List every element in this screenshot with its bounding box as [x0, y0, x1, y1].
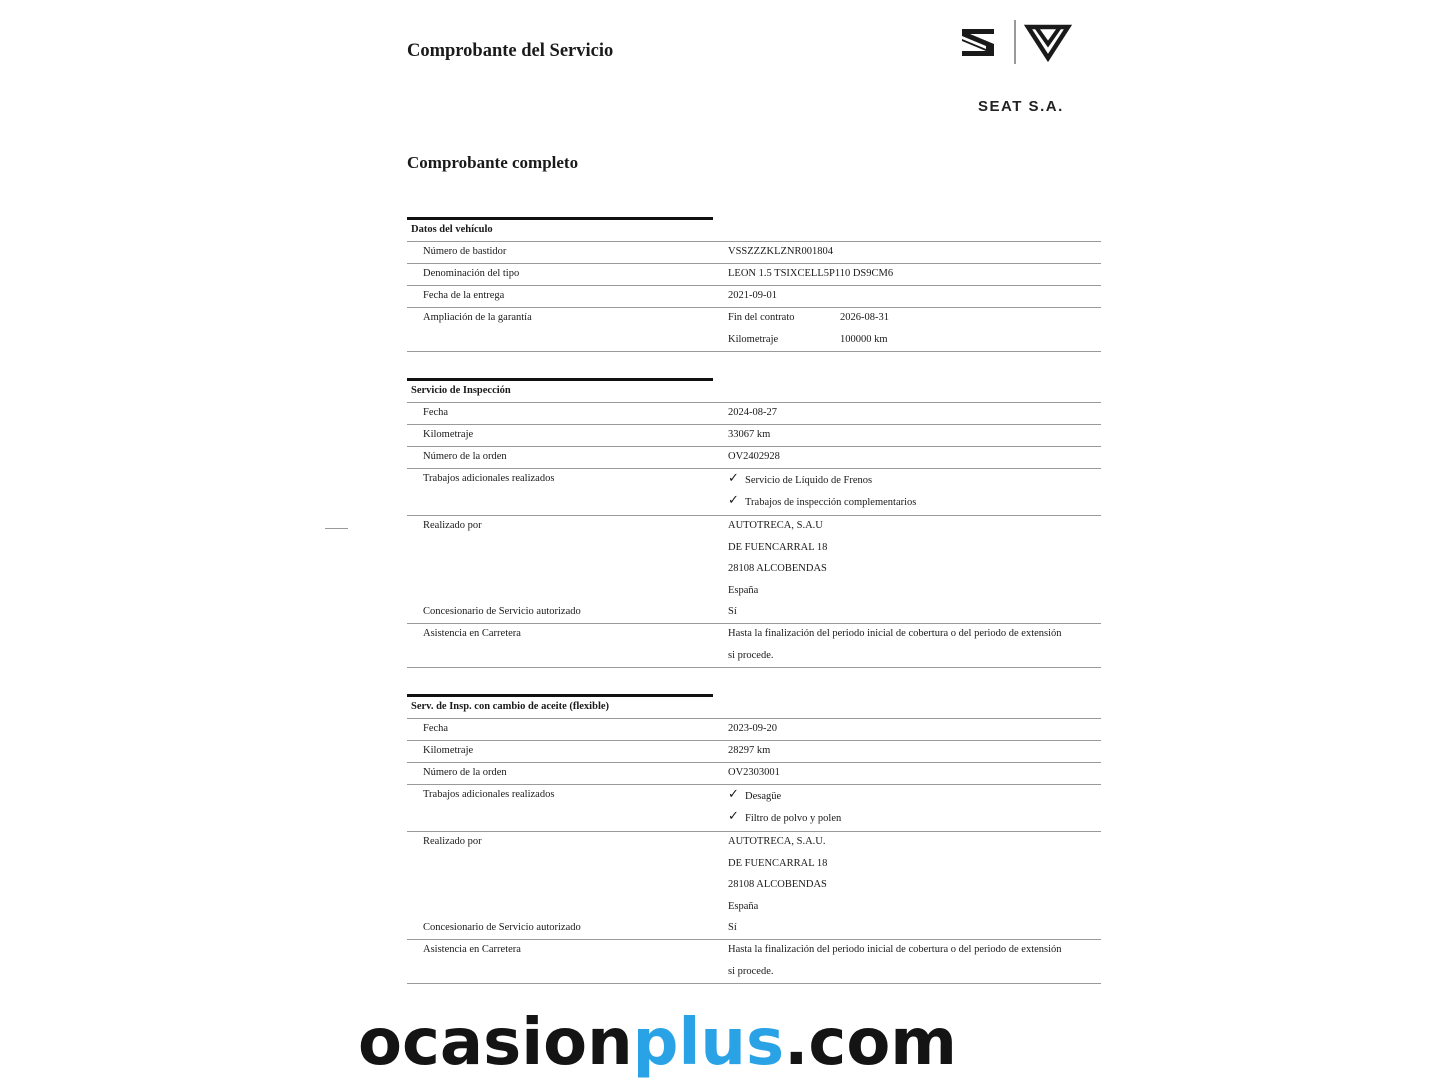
address-line: AUTOTRECA, S.A.U — [728, 520, 823, 531]
watermark-part: ocasion — [358, 1006, 633, 1080]
row-value: 33067 km — [728, 429, 771, 440]
document-subtitle: Comprobante completo — [407, 153, 579, 172]
row-value: Sí — [728, 922, 737, 933]
table-row — [407, 740, 1101, 762]
row-value: 2021-09-01 — [728, 290, 777, 301]
row-value: OV2402928 — [728, 451, 780, 462]
row-value: Sí — [728, 606, 737, 617]
row-key: Fin del contrato — [728, 312, 795, 323]
row-key: Kilometraje — [728, 333, 779, 345]
row-label: Concesionario de Servicio autorizado — [423, 606, 581, 617]
watermark-part: plus — [632, 1006, 785, 1080]
row-label: Kilometraje — [423, 429, 474, 440]
seat-logo-icon — [962, 29, 994, 56]
check-icon: ✓ — [728, 787, 739, 802]
table-row — [407, 263, 1101, 285]
table-row — [407, 468, 1101, 515]
row-label: Número de la orden — [423, 767, 507, 778]
service-section — [406, 378, 1101, 670]
table-row — [407, 285, 1101, 307]
vehicle-section — [406, 217, 1101, 353]
check-icon: ✓ — [728, 808, 739, 824]
row-label: Concesionario de Servicio autorizado — [423, 922, 581, 933]
table-row — [407, 939, 1101, 984]
address-line: 28108 ALCOBENDAS — [728, 879, 827, 891]
row-label: Asistencia en Carretera — [423, 628, 521, 639]
row-label: Fecha — [423, 723, 449, 734]
section-bottom-rule — [407, 667, 1101, 668]
table-row — [407, 623, 1101, 668]
row-label: Fecha de la entrega — [423, 290, 505, 301]
table-row — [407, 831, 1101, 933]
address-line: DE FUENCARRAL 18 — [728, 541, 828, 553]
address-line: España — [728, 900, 759, 912]
row-label: Denominación del tipo — [423, 268, 520, 279]
row-value: OV2303001 — [728, 767, 780, 778]
row-value: 2024-08-27 — [728, 407, 777, 418]
row-label: Kilometraje — [423, 745, 474, 756]
row-label: Número de la orden — [423, 451, 507, 462]
table-row — [407, 402, 1101, 424]
table-row — [407, 784, 1101, 831]
row-label: Realizado por — [423, 836, 482, 847]
row-label: Trabajos adicionales realizados — [423, 789, 555, 800]
row-value: VSSZZZKLZNR001804 — [728, 246, 833, 257]
address-line: AUTOTRECA, S.A.U. — [728, 836, 826, 847]
document-title: Comprobante del Servicio — [407, 41, 614, 61]
check-icon: ✓ — [728, 471, 739, 486]
section-bottom-rule — [407, 983, 1101, 984]
row-label: Fecha — [423, 407, 449, 418]
row-value: LEON 1.5 TSIXCELL5P110 DS9CM6 — [728, 268, 894, 279]
service-document — [406, 0, 1101, 1000]
row-value: Hasta la finalización del periodo inicial de cobertura o del periodo de extensión — [728, 944, 1062, 955]
table-row — [407, 718, 1101, 740]
section-title: Datos del vehículo — [411, 224, 493, 235]
table-row — [407, 762, 1101, 784]
address-line: 28108 ALCOBENDAS — [728, 563, 827, 575]
row-value: 28297 km — [728, 745, 771, 756]
row-value: si procede. — [728, 965, 774, 977]
work-item: ✓ Trabajos de inspección complementarios — [728, 492, 917, 508]
table-row — [407, 241, 1101, 263]
address-line: España — [728, 584, 759, 596]
section-title: Serv. de Insp. con cambio de aceite (flexible) — [411, 701, 610, 712]
table-row — [407, 307, 1101, 351]
row-label: Trabajos adicionales realizados — [423, 473, 555, 484]
row-value: si procede. — [728, 649, 774, 661]
work-item: ✓ Servicio de Líquido de Frenos — [728, 471, 873, 486]
table-row — [407, 515, 1101, 617]
watermark-part: .com — [784, 1006, 957, 1080]
table-row — [407, 446, 1101, 468]
check-icon: ✓ — [728, 492, 739, 508]
row-value: 100000 km — [840, 333, 888, 345]
row-label: Realizado por — [423, 520, 482, 531]
section-title: Servicio de Inspección — [411, 385, 511, 396]
cupra-logo-icon — [1028, 27, 1068, 58]
margin-mark — [325, 528, 348, 529]
work-item: ✓ Desagüe — [728, 787, 782, 802]
brand-name: SEAT S.A. — [978, 98, 1064, 115]
table-row — [407, 424, 1101, 446]
row-value: 2026-08-31 — [840, 312, 889, 323]
work-item: ✓ Filtro de polvo y polen — [728, 808, 842, 824]
warranty-end-row — [728, 311, 1101, 333]
row-label: Número de bastidor — [423, 246, 507, 257]
section-rule — [407, 378, 713, 381]
service-section — [406, 694, 1101, 986]
section-rule — [407, 694, 713, 697]
row-value: 2023-09-20 — [728, 723, 777, 734]
ocasionplus-watermark — [358, 1005, 957, 1081]
address-line: DE FUENCARRAL 18 — [728, 857, 828, 869]
section-bottom-rule — [407, 351, 1101, 352]
brand-logos — [956, 18, 1096, 88]
row-label: Ampliación de la garantía — [423, 312, 532, 323]
row-label: Asistencia en Carretera — [423, 944, 521, 955]
section-rule — [407, 217, 713, 220]
brand-block — [956, 18, 1096, 115]
row-value: Hasta la finalización del periodo inicial de cobertura o del periodo de extensión — [728, 628, 1062, 639]
